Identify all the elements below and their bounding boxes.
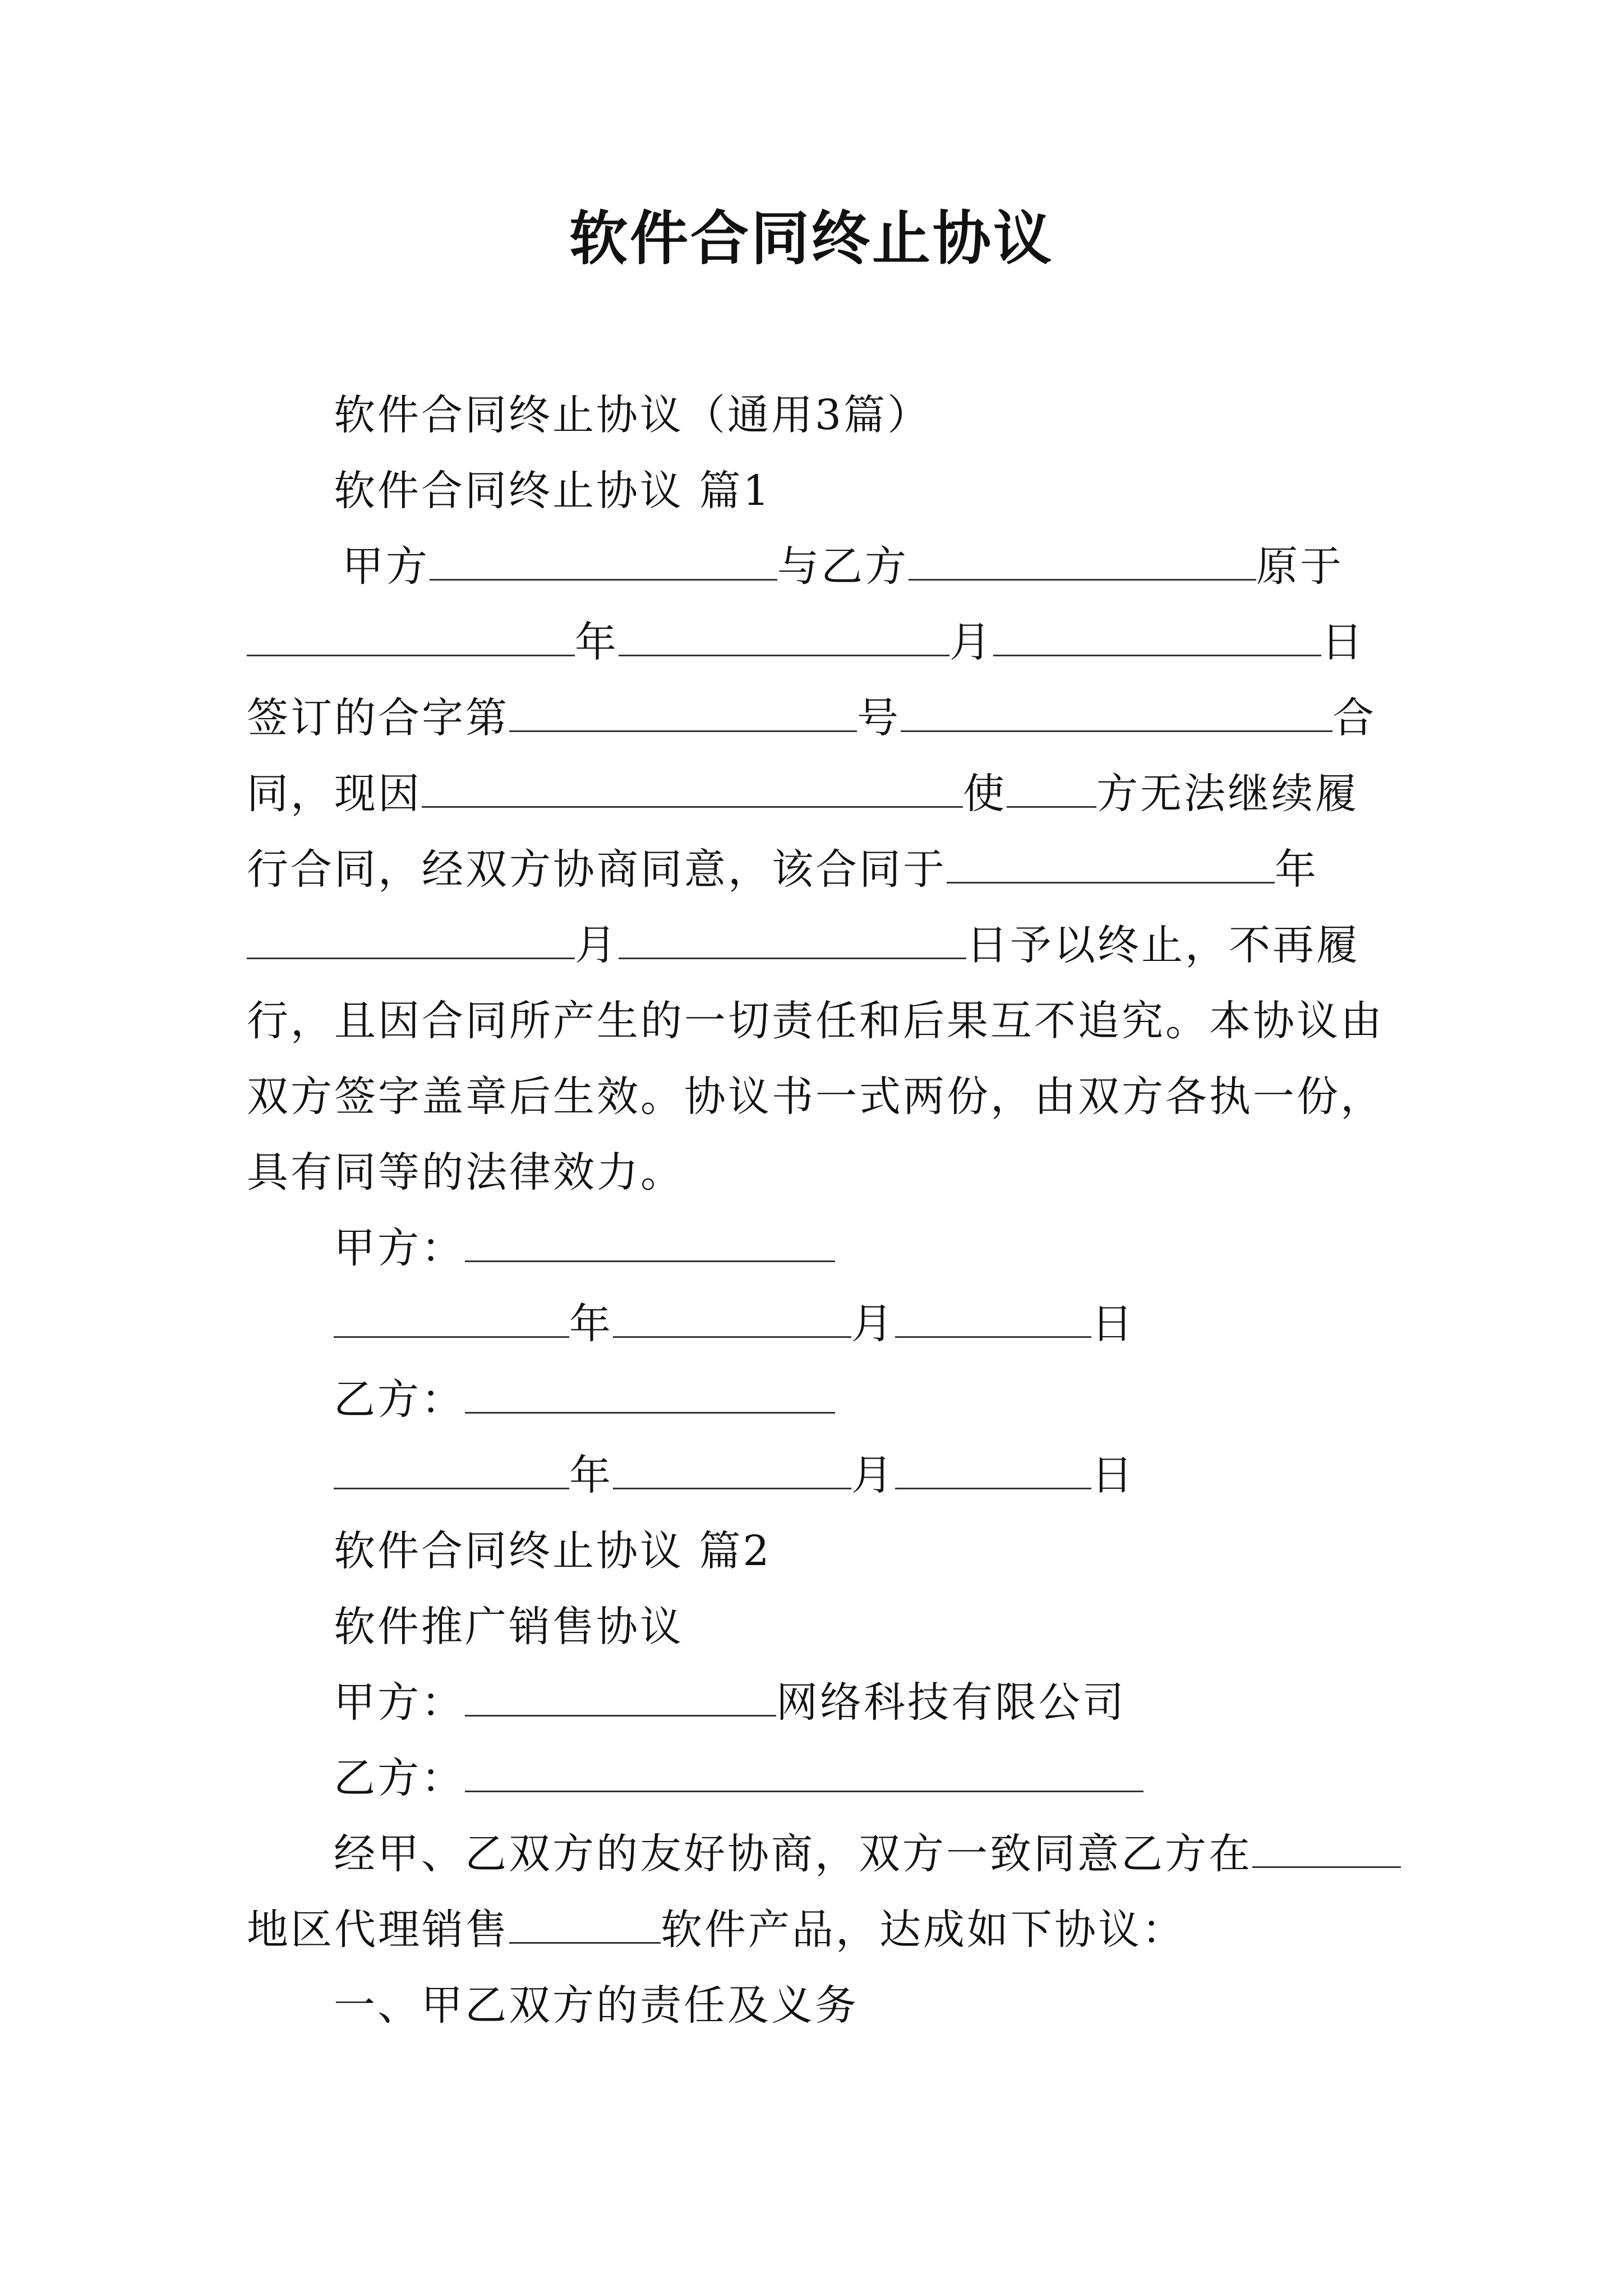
text-year: 年 xyxy=(1275,845,1318,894)
blank-party-b-name xyxy=(465,1754,1144,1792)
blank-sign-year xyxy=(334,1299,569,1338)
blank-contract-name xyxy=(901,693,1332,732)
part1-line3 xyxy=(247,690,1376,746)
blank-party-b-signature xyxy=(465,1375,835,1414)
text-number: 号 xyxy=(857,694,901,742)
part1-party-b-date xyxy=(334,1447,1135,1503)
blank-sign-month xyxy=(613,1299,851,1338)
text-cause: 使 xyxy=(963,770,1007,818)
part2-subtitle: 软件推广销售协议 xyxy=(334,1603,684,1651)
part2-party-b xyxy=(334,1750,1144,1806)
party-a-label: 甲方： xyxy=(334,1224,465,1272)
part1-line5 xyxy=(247,841,1318,898)
text-due-to: 同，现因 xyxy=(247,770,422,818)
blank-contract-number xyxy=(509,693,857,732)
text-day: 日 xyxy=(1321,618,1365,666)
part1-line9: 具有同等的法律效力。 xyxy=(247,1148,684,1197)
text-unable-to-perform: 方无法继续履 xyxy=(1096,770,1359,818)
blank-termination-day xyxy=(619,921,966,959)
part1-line1 xyxy=(342,539,1344,595)
blank-software-product xyxy=(509,1905,661,1944)
blank-party-b xyxy=(909,542,1256,581)
blank-sign-day xyxy=(895,1299,1091,1338)
blank-party-a-signature xyxy=(465,1223,835,1262)
blank-party-a-company xyxy=(465,1678,776,1717)
blank-sign-day xyxy=(895,1451,1091,1489)
blank-year xyxy=(247,618,575,656)
party-a-company-suffix: 网络科技有限公司 xyxy=(776,1678,1126,1727)
document-title: 软件合同终止协议 xyxy=(569,204,1054,273)
part1-line7: 行，且因合同所产生的一切责任和后果互不追究。本协议由 xyxy=(247,997,1384,1045)
text-day: 日 xyxy=(1091,1451,1135,1499)
blank-region xyxy=(1252,1829,1401,1868)
part1-party-a-signature xyxy=(334,1220,835,1276)
blank-day xyxy=(993,618,1321,656)
party-b-label: 乙方： xyxy=(334,1754,465,1802)
blank-party-a xyxy=(430,542,777,581)
text-consult-agree: 行合同，经双方协商同意，该合同于 xyxy=(247,845,947,894)
part2-heading: 软件合同终止协议 篇2 xyxy=(334,1527,772,1575)
part1-line2 xyxy=(247,614,1365,670)
text-month: 月 xyxy=(851,1451,895,1499)
text-day: 日 xyxy=(1091,1300,1135,1348)
text-year: 年 xyxy=(575,618,619,666)
part2-section1: 一、甲乙双方的责任及义务 xyxy=(334,1981,859,2030)
text-month: 月 xyxy=(851,1300,895,1348)
blank-sign-month xyxy=(613,1451,851,1489)
blank-sign-year xyxy=(334,1451,569,1489)
text-region-sales: 地区代理销售 xyxy=(247,1906,509,1954)
text-agreement-reached: 软件产品，达成如下协议： xyxy=(661,1906,1186,1954)
party-a-label: 甲方： xyxy=(334,1678,465,1727)
text-month: 月 xyxy=(575,921,619,969)
part1-party-a-date xyxy=(334,1296,1135,1352)
blank-termination-month xyxy=(247,921,575,959)
text-and-party-b: 与乙方 xyxy=(777,542,909,591)
text-year: 年 xyxy=(569,1451,613,1499)
part1-party-b-signature xyxy=(334,1372,835,1428)
part2-para1-line2 xyxy=(247,1902,1186,1958)
party-b-label: 乙方： xyxy=(334,1375,465,1424)
part1-line8: 双方签字盖章后生效。协议书一式两份，由双方各执一份， xyxy=(247,1073,1384,1121)
part2-para1-line1 xyxy=(334,1826,1401,1882)
text-he: 合 xyxy=(1332,694,1376,742)
text-contract-number: 签订的合字第 xyxy=(247,694,509,742)
blank-month xyxy=(619,618,949,656)
text-terminated: 日予以终止，不再履 xyxy=(966,921,1360,969)
blank-termination-year xyxy=(947,845,1275,884)
text-year: 年 xyxy=(569,1300,613,1348)
blank-reason xyxy=(422,769,963,808)
part2-party-a xyxy=(334,1674,1126,1731)
text-agreement-intro: 经甲、乙双方的友好协商，双方一致同意乙方在 xyxy=(334,1830,1252,1878)
text-party-a: 甲方 xyxy=(342,542,430,591)
part1-line4 xyxy=(247,766,1359,822)
text-originally-on: 原于 xyxy=(1256,542,1344,591)
part1-line6 xyxy=(247,917,1360,973)
intro-line: 软件合同终止协议（通用3篇） xyxy=(334,391,932,439)
part1-heading: 软件合同终止协议 篇1 xyxy=(334,467,772,515)
text-month: 月 xyxy=(949,618,993,666)
blank-side xyxy=(1007,769,1096,808)
